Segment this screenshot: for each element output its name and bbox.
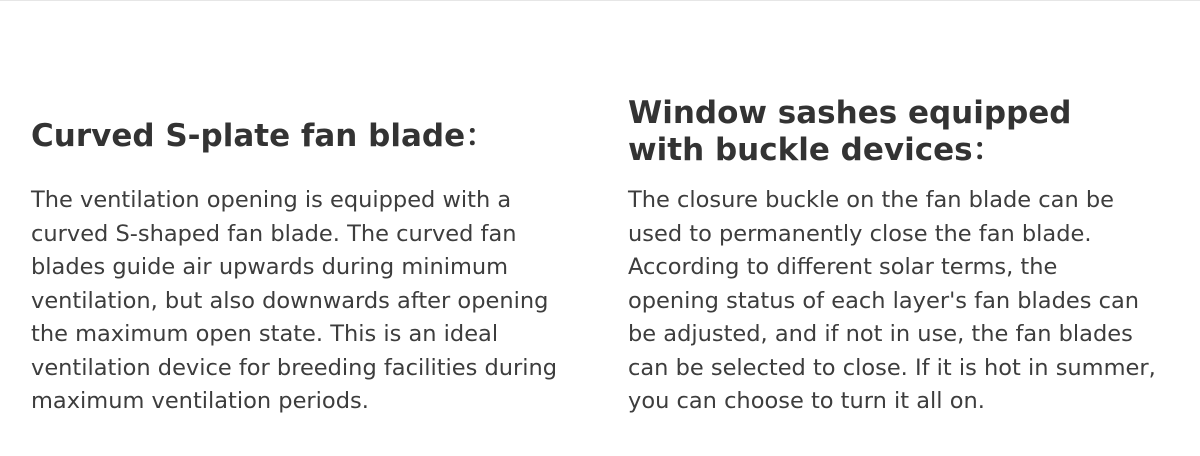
section-heading: Window sashes equipped with buckle devices：: [628, 95, 1072, 168]
section-body: The ventilation opening is equipped with a curved S-shaped fan blade. The curved fan blades guide air upwards during minimum ventilation, but also downwards after opening the maximum open state. This is an ideal ventilation device for breeding facilities during maximum ventilation periods.: [31, 187, 558, 414]
top-divider: [0, 0, 1200, 1]
section-body: The closure buckle on the fan blade can be used to permanently close the fan blade. According to different solar terms, the opening status of each layer's fan blades can be adjusted, and if not in use, the fan blades can be selected to close. If it is hot in summer, you can choose to turn it all on.: [628, 187, 1156, 414]
section-heading: Curved S-plate fan blade：: [31, 118, 497, 154]
